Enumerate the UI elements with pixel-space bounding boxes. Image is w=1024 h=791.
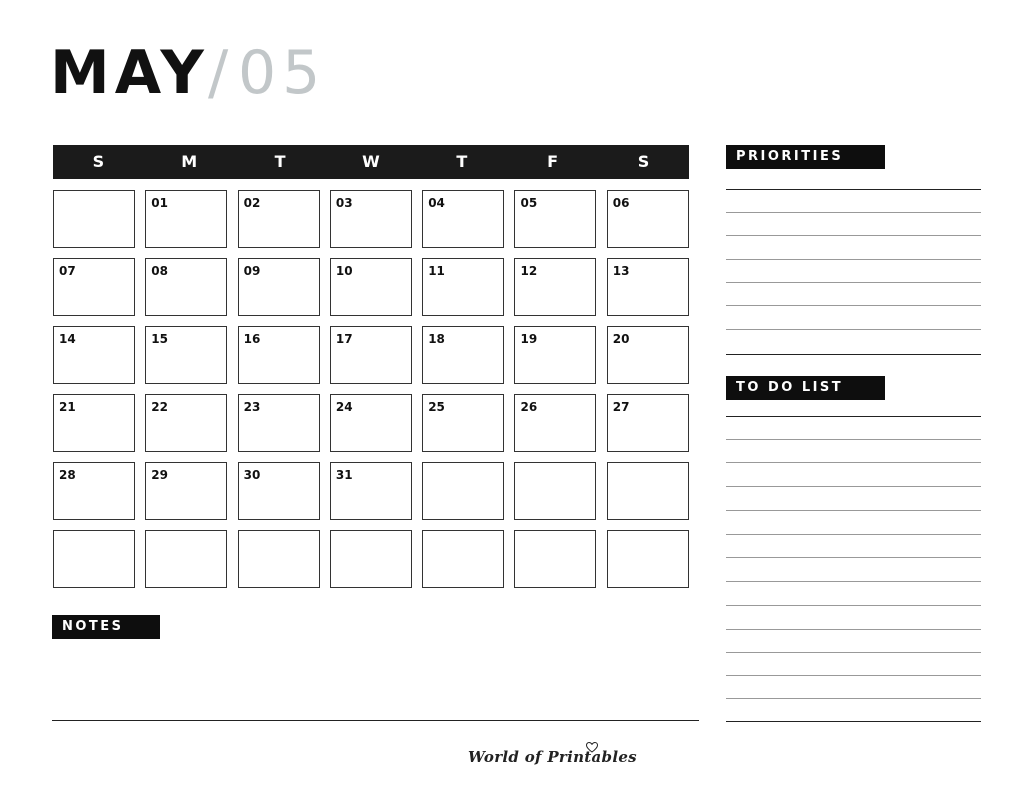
day-number: 23 <box>243 400 261 414</box>
day-number: 21 <box>59 400 76 414</box>
ruled-line <box>726 259 981 260</box>
day-cell <box>145 258 227 316</box>
month-number: 05 <box>238 38 327 108</box>
day-cell <box>607 190 689 248</box>
weekday-friday: F <box>547 152 559 171</box>
day-cell <box>53 190 135 248</box>
day-number: 09 <box>243 264 261 278</box>
day-cell <box>607 394 689 452</box>
day-cell <box>422 530 504 588</box>
weekday-thursday: T <box>456 152 468 171</box>
ruled-line <box>726 235 981 236</box>
day-cell <box>238 190 320 248</box>
day-cell <box>238 530 320 588</box>
day-number: 18 <box>428 332 445 346</box>
day-number: 05 <box>520 196 538 210</box>
ruled-line <box>726 534 981 535</box>
day-number: 16 <box>243 332 261 346</box>
heart-icon <box>586 742 598 753</box>
ruled-line <box>726 416 981 417</box>
ruled-line <box>726 557 981 558</box>
todo-label: TO DO LIST <box>726 376 885 400</box>
ruled-line <box>726 305 981 306</box>
day-cell <box>53 326 135 384</box>
day-cell <box>238 326 320 384</box>
day-cell <box>145 394 227 452</box>
ruled-line <box>726 721 981 722</box>
weekday-tuesday: T <box>274 152 286 171</box>
day-number: 26 <box>520 400 538 414</box>
day-number: 07 <box>59 264 76 278</box>
day-number: 27 <box>612 400 630 414</box>
day-number: 31 <box>335 468 353 482</box>
day-cell <box>330 326 412 384</box>
ruled-line <box>726 605 981 606</box>
day-cell <box>514 462 596 520</box>
day-number: 30 <box>243 468 261 482</box>
day-cell <box>330 530 412 588</box>
day-cell <box>514 258 596 316</box>
day-cell <box>330 462 412 520</box>
day-number: 11 <box>428 264 445 278</box>
day-cell <box>145 462 227 520</box>
day-number: 06 <box>612 196 630 210</box>
day-cell <box>145 530 227 588</box>
day-number: 02 <box>243 196 261 210</box>
ruled-line <box>726 354 981 355</box>
day-cell <box>422 394 504 452</box>
day-number: 15 <box>151 332 168 346</box>
ruled-line <box>726 581 981 582</box>
weekday-monday: M <box>181 152 198 171</box>
day-number: 22 <box>151 400 168 414</box>
ruled-line <box>726 462 981 463</box>
ruled-line <box>726 675 981 676</box>
day-cell <box>53 258 135 316</box>
weekday-wednesday: W <box>362 152 380 171</box>
calendar-grid <box>53 190 689 588</box>
day-cell <box>422 190 504 248</box>
day-number: 25 <box>428 400 445 414</box>
day-cell <box>238 258 320 316</box>
day-cell <box>145 326 227 384</box>
day-cell <box>607 258 689 316</box>
day-number: 19 <box>520 332 538 346</box>
day-number: 28 <box>59 468 76 482</box>
day-number: 20 <box>612 332 630 346</box>
priorities-label: PRIORITIES <box>726 145 885 169</box>
day-cell <box>514 190 596 248</box>
day-number: 08 <box>151 264 168 278</box>
ruled-line <box>726 629 981 630</box>
day-cell <box>238 394 320 452</box>
weekday-sunday: S <box>92 152 105 171</box>
title-separator: / <box>208 38 233 108</box>
day-cell <box>330 190 412 248</box>
ruled-line <box>726 439 981 440</box>
day-cell <box>53 462 135 520</box>
day-cell <box>607 326 689 384</box>
day-number: 14 <box>59 332 76 346</box>
day-cell <box>514 394 596 452</box>
ruled-line <box>726 486 981 487</box>
day-number: 01 <box>151 196 168 210</box>
day-cell <box>422 326 504 384</box>
weekday-header <box>53 145 689 179</box>
day-cell <box>330 258 412 316</box>
day-number: 12 <box>520 264 538 278</box>
day-number: 24 <box>335 400 353 414</box>
month-title: MAY <box>50 38 209 108</box>
ruled-line <box>726 212 981 213</box>
day-cell <box>145 190 227 248</box>
day-cell <box>53 394 135 452</box>
ruled-line <box>726 698 981 699</box>
day-cell <box>53 530 135 588</box>
day-cell <box>514 326 596 384</box>
day-cell <box>422 258 504 316</box>
notes-line <box>52 720 699 721</box>
day-number: 29 <box>151 468 168 482</box>
notes-label: NOTES <box>52 615 160 639</box>
day-number: 10 <box>335 264 353 278</box>
ruled-line <box>726 510 981 511</box>
day-cell <box>238 462 320 520</box>
day-number: 13 <box>612 264 630 278</box>
day-cell <box>330 394 412 452</box>
day-cell <box>422 462 504 520</box>
ruled-line <box>726 329 981 330</box>
day-cell <box>514 530 596 588</box>
ruled-line <box>726 189 981 190</box>
day-cell <box>607 462 689 520</box>
day-number: 17 <box>335 332 353 346</box>
ruled-line <box>726 652 981 653</box>
ruled-line <box>726 282 981 283</box>
day-number: 04 <box>428 196 445 210</box>
day-number: 03 <box>335 196 353 210</box>
weekday-saturday: S <box>637 152 650 171</box>
day-cell <box>607 530 689 588</box>
brand-logo: World of Printables <box>468 748 637 766</box>
